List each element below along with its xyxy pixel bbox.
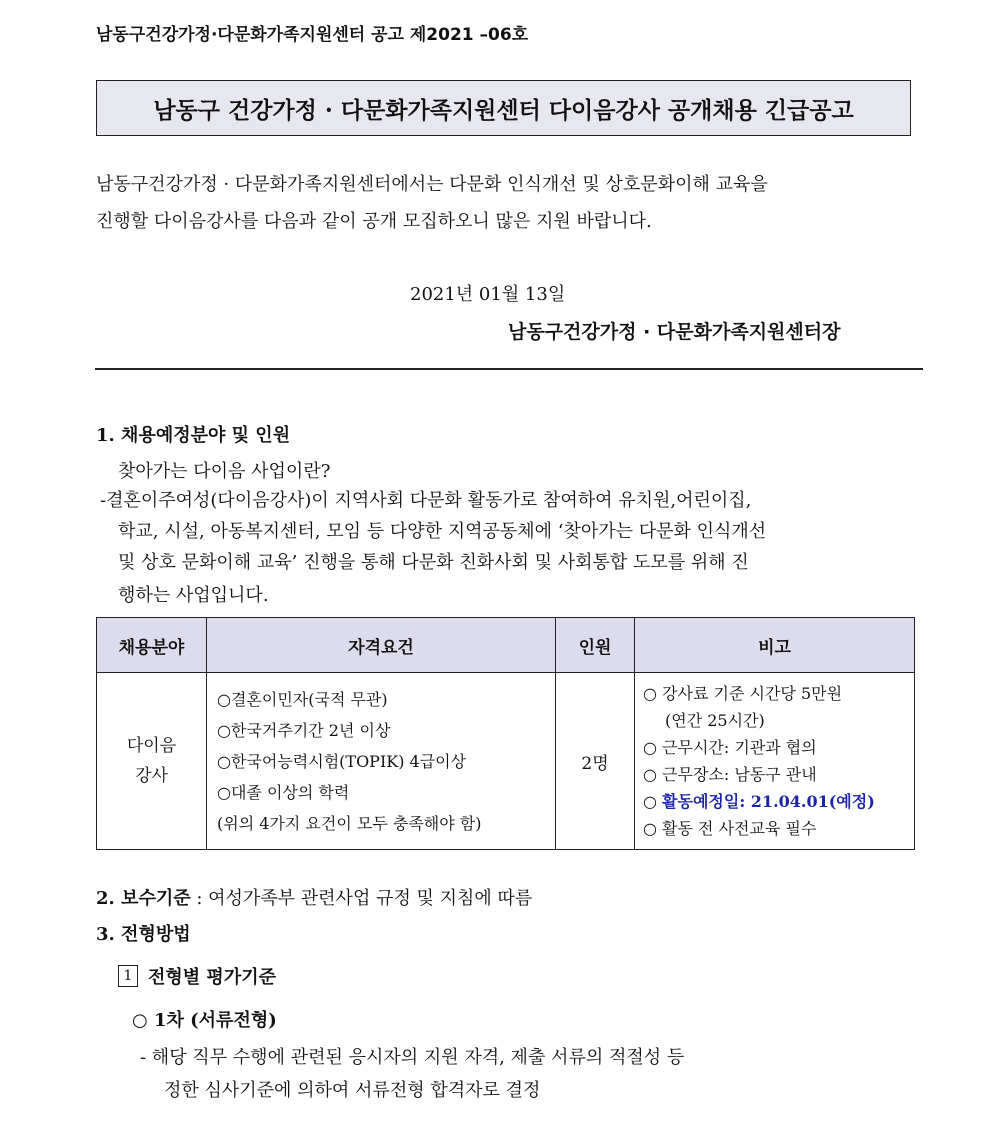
header-requirements: 자격요건 [207,618,556,673]
document-title [96,80,911,136]
divider [95,368,923,370]
requirement-4: ○대졸 이상의 학력 [217,782,350,802]
section2-text: : 여성가족부 관련사업 규정 및 지침에 따름 [190,888,533,909]
round1-desc-2: 정한 심사기준에 의하여 서류전형 합격자로 결정 [164,1080,541,1101]
note-schedule-bullet: ○ [643,792,663,811]
note-place: ○ 근무장소: 남동구 관내 [643,765,817,784]
document-title-text: 남동구 건강가정 · 다문화가족지원센터 다이음강사 공개채용 긴급공고 [153,96,854,124]
section1-desc-1: -결혼이주여성(다이음강사)이 지역사회 다문화 활동가로 참여하여 유치원,어린이집, [100,490,752,511]
recruitment-table [96,617,915,850]
round1-heading: ○ 1차 (서류전형) [132,1010,277,1031]
note-schedule [643,788,913,815]
field-line-2: 강사 [135,766,168,786]
table-header-row [97,618,915,673]
field-line-1: 다이음 [126,736,177,756]
section3-heading: 3. 전형방법 [96,924,191,945]
section1-desc-3: 및 상호 문화이해 교육’ 진행을 통해 다문화 친화사회 및 사회통합 도모를 위해 진 [118,552,749,573]
announcement-date: 2021년 01월 13일 [410,284,566,305]
round1-desc-1: - 해당 직무 수행에 관련된 응시자의 지원 자격, 제출 서류의 적절성 등 [140,1047,685,1068]
note-schedule-highlight: 활동예정일: 21.04.01(예정) [662,792,875,811]
requirement-1: ○결혼이민자(국적 무관) [217,689,388,709]
header-field: 채용분야 [97,618,207,673]
section2 [96,884,532,910]
section1-question: 찾아가는 다이음 사업이란? [118,461,331,482]
note-training: ○ 활동 전 사전교육 필수 [643,819,817,838]
intro-line-1: 남동구건강가정 · 다문화가족지원센터에서는 다문화 인식개선 및 상호문화이해 교육을 [96,174,768,195]
boxed-number: 1 [118,965,138,987]
cell-headcount: 2명 [556,673,635,850]
cell-field [97,673,207,850]
requirement-note: (위의 4가지 요건이 모두 충족해야 함) [217,813,482,833]
cell-requirements [207,673,556,850]
requirement-2: ○한국거주기간 2년 이상 [217,720,391,740]
note-fee: ○ 강사료 기준 시간당 5만원 [643,684,843,703]
note-hours: ○ 근무시간: 기관과 협의 [643,738,817,757]
note-fee-sub: (연간 25시간) [665,711,765,730]
header-headcount: 인원 [556,618,635,673]
section1-desc-2: 학교, 시설, 아동복지센터, 모임 등 다양한 지역공동체에 ‘찾아가는 다문화 인식개선 [118,521,767,542]
notice-number: 남동구건강가정·다문화가족지원센터 공고 제2021 –06호 [96,25,529,45]
section2-label: 2. 보수기준 [96,888,191,909]
table-row [97,673,915,850]
cell-notes [635,673,915,850]
section3-sub-heading [118,963,276,989]
requirement-3: ○한국어능력시험(TOPIK) 4급이상 [217,751,467,771]
intro-line-2: 진행할 다이음강사를 다음과 같이 공개 모집하오니 많은 지원 바랍니다. [96,211,652,232]
header-notes: 비고 [635,618,915,673]
issuer: 남동구건강가정 · 다문화가족지원센터장 [508,321,841,343]
section1-desc-4: 행하는 사업입니다. [118,585,269,606]
section1-heading: 1. 채용예정분야 및 인원 [96,425,291,446]
sub-heading-text: 전형별 평가기준 [148,967,276,988]
